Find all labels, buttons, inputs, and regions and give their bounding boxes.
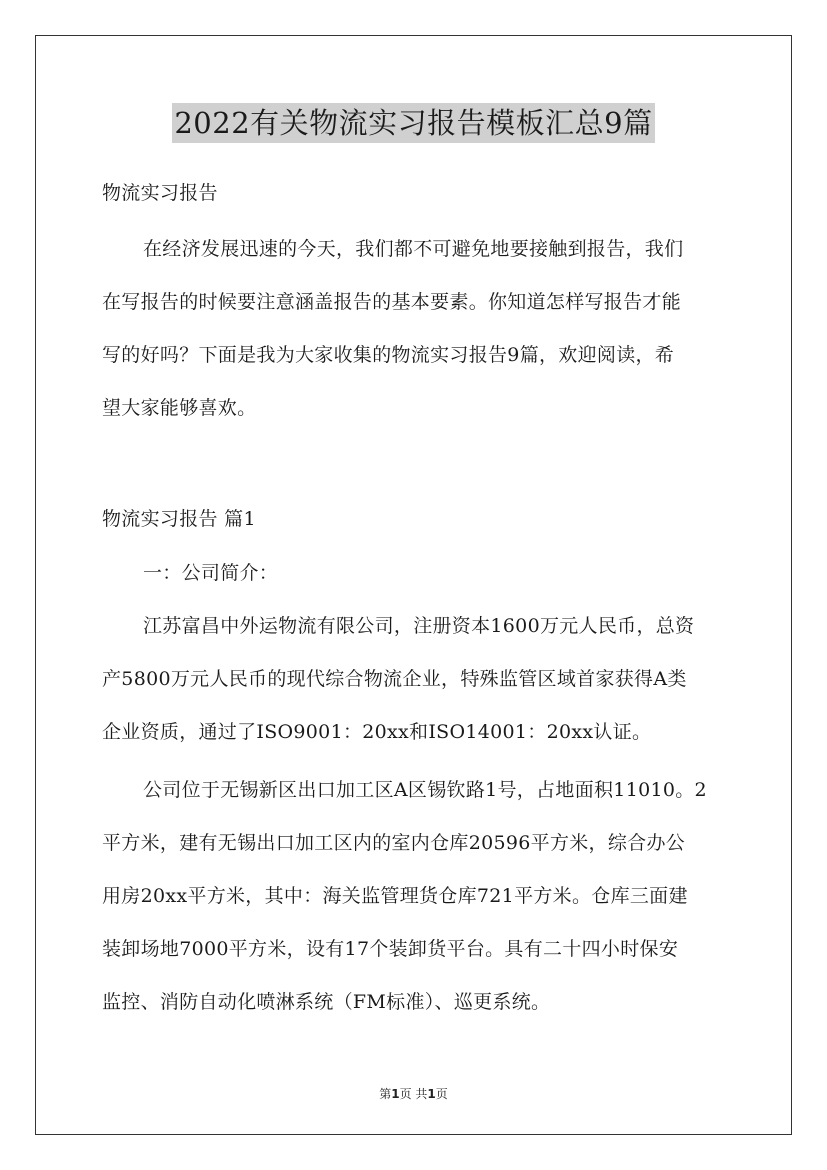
footer-prefix: 第 bbox=[379, 1087, 392, 1101]
intro-line-2: 在写报告的时候要注意涵盖报告的基本要素。你知道怎样写报告才能 bbox=[102, 291, 682, 313]
intro-heading: 物流实习报告 bbox=[102, 182, 218, 204]
section-heading: 物流实习报告 篇1 bbox=[102, 508, 256, 530]
intro-line-4: 望大家能够喜欢。 bbox=[102, 397, 257, 419]
title-container bbox=[0, 103, 827, 143]
para1-line-1: 江苏富昌中外运物流有限公司，注册资本1600万元人民币，总资 bbox=[143, 615, 695, 637]
section-subheading: 一：公司简介： bbox=[143, 562, 279, 584]
document-title: 2022有关物流实习报告模板汇总9篇 bbox=[172, 103, 654, 143]
para2-line-2: 平方米，建有无锡出口加工区内的室内仓库20596平方米，综合办公 bbox=[102, 832, 686, 854]
intro-line-1: 在经济发展迅速的今天，我们都不可避免地要接触到报告，我们 bbox=[143, 238, 684, 260]
footer-suffix: 页 bbox=[435, 1087, 448, 1101]
para1-line-2: 产5800万元人民币的现代综合物流企业，特殊监管区域首家获得A类 bbox=[102, 668, 687, 690]
footer-page-number: 1 bbox=[391, 1087, 400, 1101]
footer-mid: 页 共 bbox=[399, 1087, 428, 1101]
para2-line-3: 用房20xx平方米，其中：海关监管理货仓库721平方米。仓库三面建 bbox=[102, 885, 688, 907]
page-footer bbox=[0, 1085, 827, 1102]
para2-line-5: 监控、消防自动化喷淋系统（FM标准）、巡更系统。 bbox=[102, 991, 551, 1013]
para2-line-4: 装卸场地7000平方米，设有17个装卸货平台。具有二十四小时保安 bbox=[102, 938, 679, 960]
para1-line-3: 企业资质，通过了ISO9001：20xx和ISO14001：20xx认证。 bbox=[102, 721, 652, 743]
footer-total-pages: 1 bbox=[427, 1087, 436, 1101]
intro-line-3: 写的好吗？下面是我为大家收集的物流实习报告9篇，欢迎阅读，希 bbox=[102, 344, 675, 366]
para2-line-1: 公司位于无锡新区出口加工区A区锡钦路1号，占地面积11010。2 bbox=[143, 779, 707, 801]
